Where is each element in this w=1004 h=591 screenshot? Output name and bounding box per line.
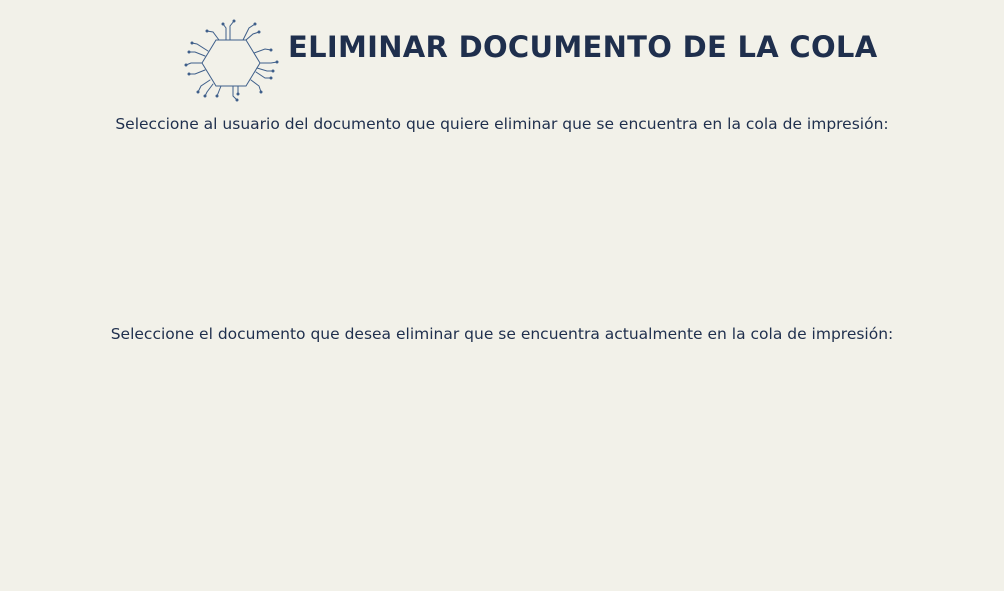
page-header [0, 14, 1004, 102]
document-selection-area [100, 360, 904, 560]
document-select-prompt: Seleccione el documento que desea eliminar que se encuentra actualmente en la cola de impresión: [110, 325, 894, 343]
page-title: ELIMINAR DOCUMENTO DE LA COLA [288, 30, 878, 64]
circuit-hexagon-icon [183, 16, 281, 102]
user-select-prompt: Seleccione al usuario del documento que quiere eliminar que se encuentra en la cola de impresión: [115, 115, 889, 133]
user-selection-area [100, 150, 904, 300]
